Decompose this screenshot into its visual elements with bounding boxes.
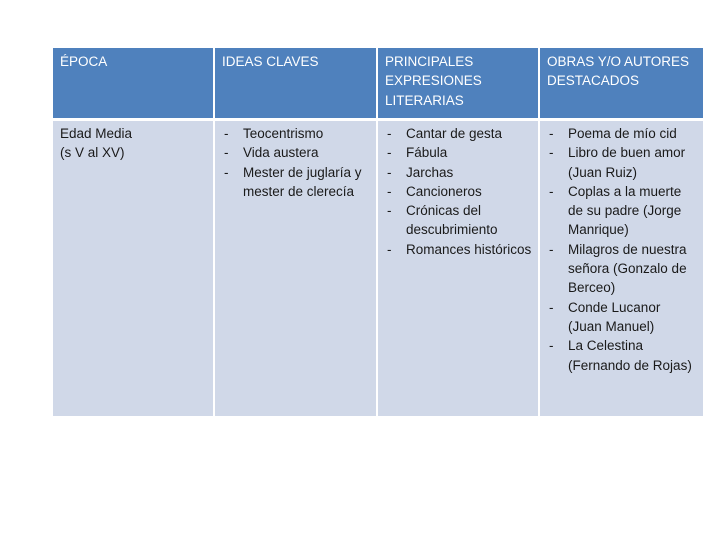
epoca-text: Edad Media (s V al XV) (60, 126, 133, 161)
list-item: - Romances históricos (385, 240, 532, 259)
header-row (53, 48, 703, 120)
list-item: - Fábula (385, 143, 532, 162)
cell-epoca (53, 120, 214, 417)
header-obras-autores: OBRAS Y/O AUTORES DESTACADOS (539, 48, 703, 120)
list-item: - Coplas a la muerte de su padre (Jorge Manrique) (547, 182, 697, 240)
expresiones-list (385, 124, 532, 259)
ideas-list (222, 124, 370, 201)
list-item: - Mester de juglaría y mester de clerecía (222, 163, 370, 202)
list-item: - Vida austera (222, 143, 370, 162)
cell-ideas (214, 120, 377, 417)
list-item: - Conde Lucanor (Juan Manuel) (547, 298, 697, 337)
list-item: - Milagros de nuestra señora (Gonzalo de Berceo) (547, 240, 697, 298)
list-item: - Crónicas del descubrimiento (385, 201, 532, 240)
list-item: - Teocentrismo (222, 124, 370, 143)
list-item: - Cantar de gesta (385, 124, 532, 143)
header-expresiones-literarias: PRINCIPALES EXPRESIONES LITERARIAS (377, 48, 539, 120)
cell-expresiones (377, 120, 539, 417)
list-item: - Jarchas (385, 163, 532, 182)
cell-obras (539, 120, 703, 417)
header-ideas-claves: IDEAS CLAVES (214, 48, 377, 120)
header-epoca: ÉPOCA (53, 48, 214, 120)
obras-list (547, 124, 697, 375)
table-row (53, 120, 703, 417)
list-item: - Cancioneros (385, 182, 532, 201)
literature-table (53, 48, 703, 416)
list-item: - Poema de mío cid (547, 124, 697, 143)
list-item: - Libro de buen amor (Juan Ruiz) (547, 143, 697, 182)
list-item: - La Celestina (Fernando de Rojas) (547, 336, 697, 375)
